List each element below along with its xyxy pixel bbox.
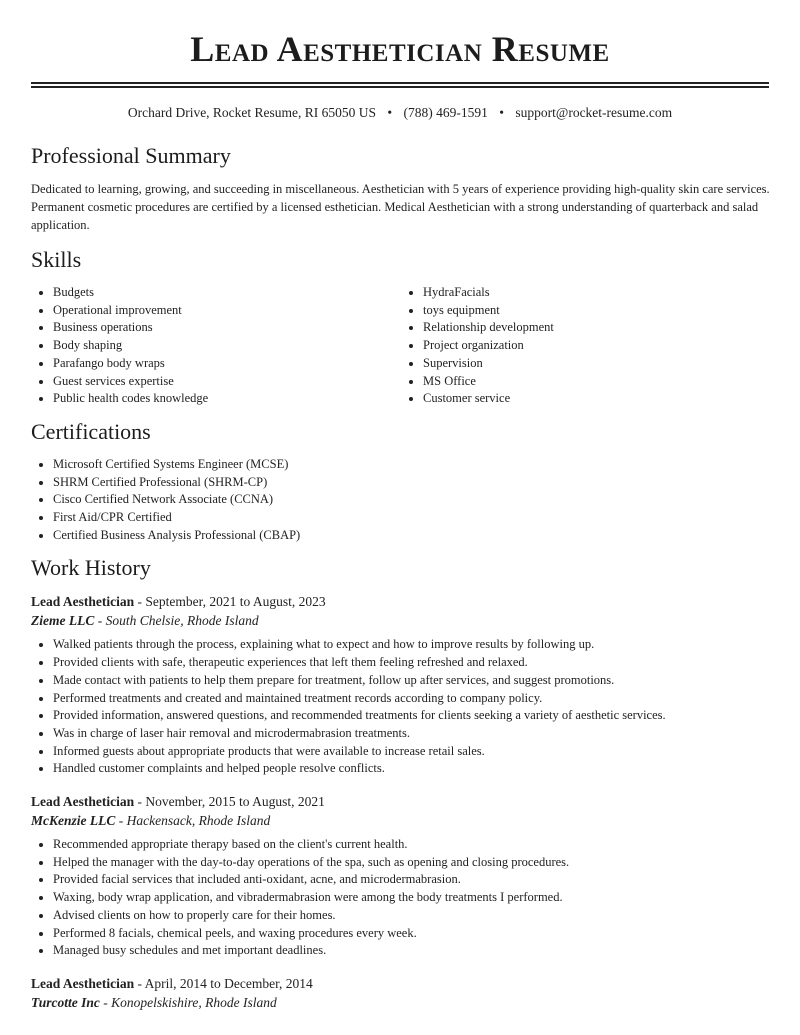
job-bullet: • Provided information, answered questions, and recommended treatments for clients seeking a variety of aesthetic services.: [53, 707, 771, 725]
certification-item: • First Aid/CPR Certified: [53, 509, 771, 527]
contact-separator: •: [499, 105, 505, 120]
contact-address: Orchard Drive, Rocket Resume, RI 65050 US: [127, 105, 377, 120]
job-dates: November, 2015 to August, 2021: [145, 794, 325, 810]
skill-item: • Customer service: [423, 390, 771, 408]
job-company: Zieme LLC: [31, 613, 95, 629]
skill-item: • Public health codes knowledge: [53, 390, 401, 408]
job-entry: [31, 792, 771, 960]
skills-columns: [31, 284, 771, 408]
job-bullet: • Made contact with patients to help them prepare for treatment, follow up after services, and suggest promotions.: [53, 672, 771, 690]
work-history-section: [31, 552, 771, 1012]
certification-item: • Microsoft Certified Systems Engineer (MCSE): [53, 456, 771, 474]
job-entry: [31, 974, 771, 1012]
job-entry: [31, 592, 771, 778]
job-title: Lead Aesthetician: [31, 975, 135, 991]
skills-heading: Skills: [31, 247, 82, 272]
job-bullet: • Walked patients through the process, explaining what to expect and how to improve results by following up.: [53, 636, 771, 654]
skills-list-left: [31, 284, 401, 408]
job-bullet: • Was in charge of laser hair removal and microdermabrasion treatments.: [53, 725, 771, 743]
job-bullet: • Performed 8 facials, chemical peels, and waxing procedures every week.: [53, 925, 771, 943]
skill-item: • toys equipment: [423, 302, 771, 320]
job-bullets: [31, 836, 771, 960]
skill-item: • Project organization: [423, 337, 771, 355]
job-location: Konopelskishire, Rhode Island: [111, 994, 277, 1010]
skill-item: • Budgets: [53, 284, 401, 302]
contact-email: support@rocket-resume.com: [515, 105, 673, 120]
skills-section: [31, 244, 771, 408]
summary-section: [31, 140, 771, 234]
job-bullet: • Helped the manager with the day-to-day operations of the spa, such as opening and closing procedures.: [53, 854, 771, 872]
skill-item: • HydraFacials: [423, 284, 771, 302]
job-bullets: [31, 636, 771, 778]
resume-content: [31, 140, 771, 1020]
certifications-heading: Certifications: [31, 418, 151, 444]
job-title: Lead Aesthetician: [31, 594, 135, 610]
job-header: Lead Aesthetician - April, 2014 to December, 2014: [31, 975, 313, 991]
job-company-line: McKenzie LLC - Hackensack, Rhode Island: [31, 813, 271, 829]
certification-item: • Cisco Certified Network Associate (CCNA): [53, 491, 771, 509]
job-bullet: • Managed busy schedules and met important deadlines.: [53, 942, 771, 960]
job-company: Turcotte Inc: [31, 994, 100, 1010]
summary-heading: Professional Summary: [31, 143, 231, 168]
certification-item: • Certified Business Analysis Professional (CBAP): [53, 527, 771, 545]
skills-list-right: [401, 284, 771, 408]
certification-item: • SHRM Certified Professional (SHRM-CP): [53, 474, 771, 492]
skill-item: • Guest services expertise: [53, 373, 401, 391]
job-company-line: Turcotte Inc - Konopelskishire, Rhode Island: [31, 994, 277, 1010]
job-title: Lead Aesthetician: [31, 794, 135, 810]
job-bullet: • Performed treatments and created and maintained treatment records according to company policy.: [53, 690, 771, 708]
certifications-section: [31, 416, 771, 545]
job-bullet: • Waxing, body wrap application, and vibradermabrasion were among the body treatments I performed.: [53, 889, 771, 907]
job-bullet: • Provided facial services that included anti-oxidant, acne, and microdermabrasion.: [53, 871, 771, 889]
skill-item: • Business operations: [53, 319, 401, 337]
job-location: South Chelsie, Rhode Island: [105, 613, 259, 629]
job-dates: April, 2014 to December, 2014: [144, 975, 313, 991]
title-divider-bottom: [31, 86, 769, 88]
job-company-line: Zieme LLC - South Chelsie, Rhode Island: [31, 613, 259, 629]
work-history-heading: Work History: [31, 555, 151, 581]
job-bullet: • Recommended appropriate therapy based on the client's current health.: [53, 836, 771, 854]
job-dates: September, 2021 to August, 2023: [145, 594, 326, 610]
skill-item: • MS Office: [423, 373, 771, 391]
job-bullet: • Handled customer complaints and helped people resolve conflicts.: [53, 760, 771, 778]
contact-phone: (788) 469-1591: [403, 105, 488, 120]
job-bullet: • Advised clients on how to properly care for their homes.: [53, 907, 771, 925]
job-bullet: • Informed guests about appropriate products that were available to increase retail sales.: [53, 743, 771, 761]
job-header: Lead Aesthetician - September, 2021 to August, 2023: [31, 594, 326, 610]
job-bullet: • Provided clients with safe, therapeutic experiences that left them feeling refreshed and relaxed.: [53, 654, 771, 672]
contact-line: [0, 104, 800, 122]
skill-item: • Parafango body wraps: [53, 355, 401, 373]
skill-item: • Relationship development: [423, 319, 771, 337]
job-location: Hackensack, Rhode Island: [126, 813, 271, 829]
skill-item: • Supervision: [423, 355, 771, 373]
contact-separator: •: [387, 105, 393, 120]
title-divider-top: [31, 82, 769, 84]
job-company: McKenzie LLC: [31, 813, 116, 829]
resume-title: Lead Aesthetician Resume: [190, 29, 610, 69]
job-header: Lead Aesthetician - November, 2015 to August, 2021: [31, 794, 325, 810]
skill-item: • Operational improvement: [53, 302, 401, 320]
skill-item: • Body shaping: [53, 337, 401, 355]
certifications-list: [31, 456, 771, 545]
summary-text: Dedicated to learning, growing, and succeeding in miscellaneous. Aesthetician with 5 years of experience providing high-quality skin care services. Permanent cosmetic procedures are certified by a licensed esthetician. Medical Aesthetician with a strong understanding of quarterback and salad application.: [31, 182, 770, 232]
